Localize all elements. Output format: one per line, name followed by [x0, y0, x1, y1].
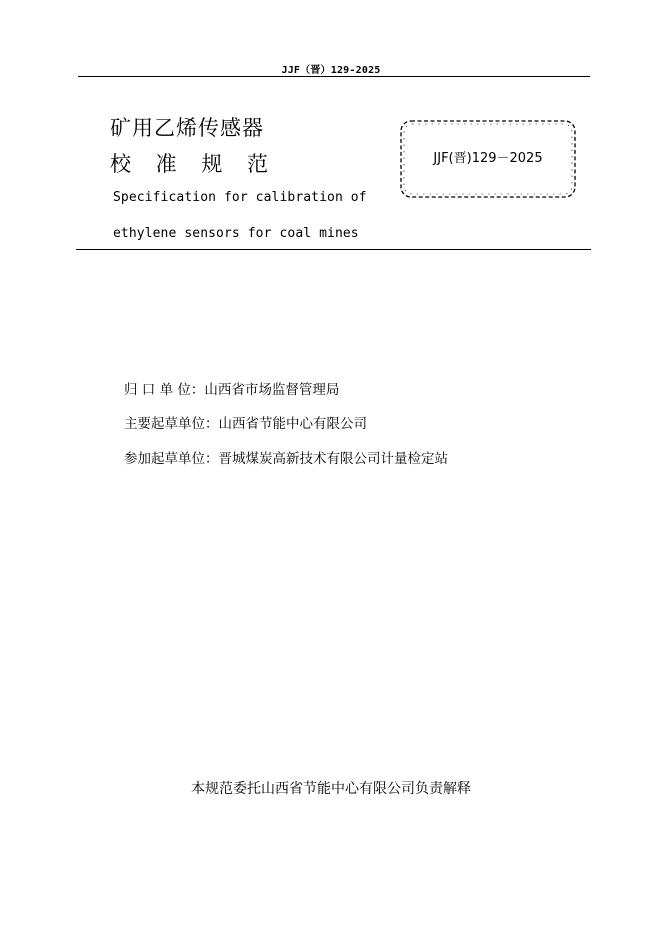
- code-box: [398, 118, 578, 200]
- org-value-main-drafter: 山西省节能中心有限公司: [218, 416, 367, 432]
- title-cn-line1: 矿用乙烯传感器: [110, 116, 264, 140]
- org-label-main-drafter: 主要起草单位：: [124, 416, 219, 432]
- org-line-participating-drafter: [124, 450, 448, 468]
- running-header: JJF（晋）129-2025: [281, 65, 381, 76]
- org-value-participating-drafter: 晋城煤炭高新技术有限公司计量检定站: [218, 451, 448, 467]
- interpretation-note: 本规范委托山西省节能中心有限公司负责解释: [191, 781, 471, 797]
- org-line-responsible: [124, 381, 339, 399]
- title-cn-line2: 校 准 规 范: [110, 152, 278, 176]
- title-bottom-rule: [76, 249, 591, 250]
- org-label-participating-drafter: 参加起草单位：: [124, 451, 219, 467]
- code-text: JJF(晋)129－2025: [433, 151, 543, 166]
- header-rule: [78, 76, 590, 77]
- org-label-responsible: 归 口 单 位：: [124, 382, 205, 398]
- org-value-responsible: 山西省市场监督管理局: [204, 382, 340, 398]
- title-en-line1: Specification for calibration of: [113, 190, 367, 205]
- org-line-main-drafter: [124, 415, 367, 433]
- title-en-line2: ethylene sensors for coal mines: [113, 226, 359, 241]
